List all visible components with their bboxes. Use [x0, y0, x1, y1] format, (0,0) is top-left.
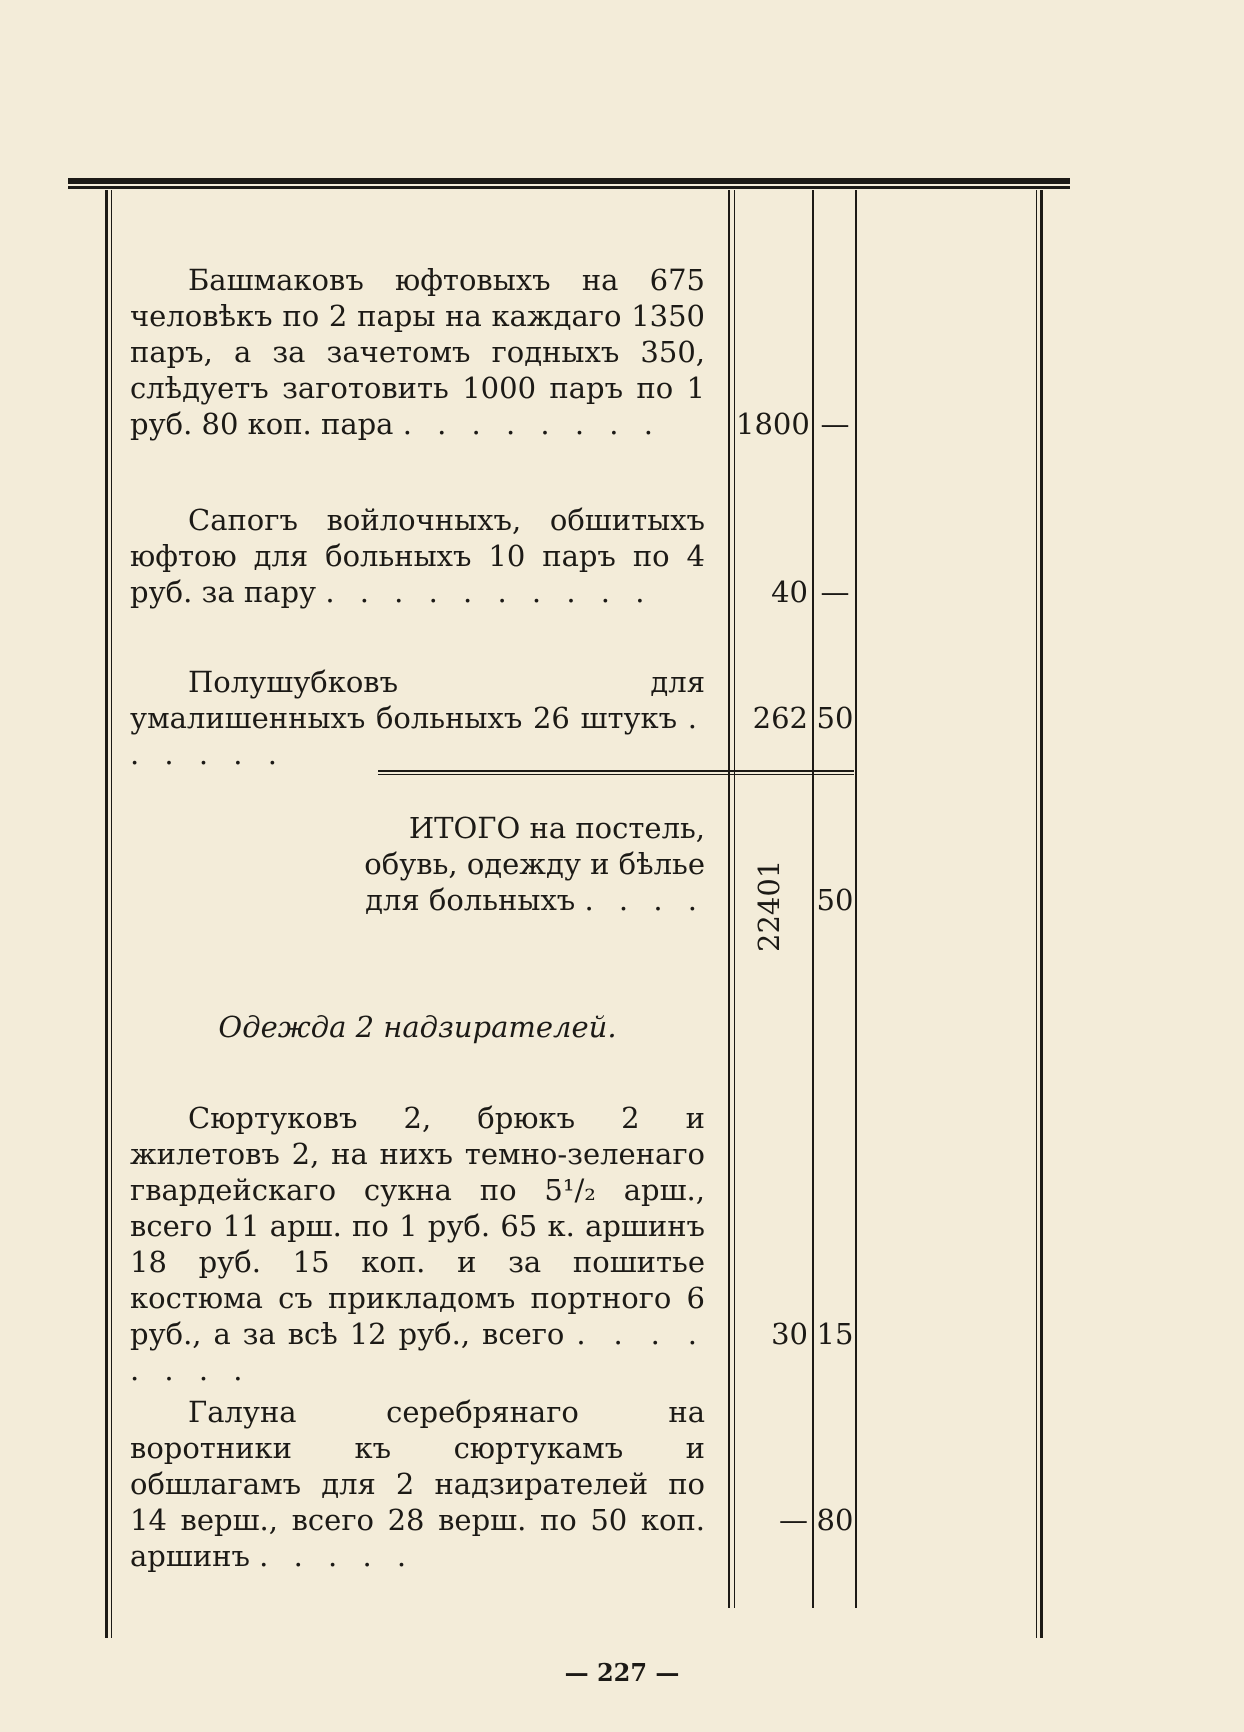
amount-rub: 30: [771, 1317, 808, 1351]
leader-dots: . . . . . . . . . .: [325, 575, 653, 609]
total-amount-rub: 22401: [752, 859, 786, 952]
amount-kop: 15: [816, 1317, 854, 1351]
section-title: Одежда 2 надзирателей.: [218, 1010, 617, 1044]
total-line-3: [130, 882, 705, 918]
entry-galloon: [130, 1394, 705, 1574]
entry-text: Сюртуковъ 2, брюкъ 2 и жилетовъ 2, на нихъ темно-зеленаго гвардейскаго сукна по 5¹/₂ арш., всего 11 арш. по 1 руб. 65 к. аршинъ 18 руб. 15 коп. и за пошитье костюма съ прикладомъ портного 6 руб., а за всѣ 12 руб., всего: [130, 1101, 705, 1351]
left-border-thin: [111, 190, 112, 1638]
total-label: для больныхъ: [365, 883, 576, 917]
entry-text: Полушубковъ для умалишенныхъ больныхъ 26 штукъ: [130, 665, 705, 735]
amount-rub: 262: [752, 701, 808, 735]
right-border: [1040, 190, 1043, 1638]
entry-text: Галуна серебрянаго на воротники къ сюртукамъ и обшлагамъ для 2 надзирателей по 14 верш., всего 28 верш. по 50 коп. аршинъ: [130, 1395, 705, 1573]
subtotal-rule-thin: [378, 774, 854, 775]
entry-felt-boots: [130, 502, 705, 610]
amount-kop: —: [820, 407, 850, 441]
top-rule: [68, 178, 1070, 184]
column-divider-text-thin: [734, 190, 735, 1608]
amount-rub: 1800: [736, 407, 810, 441]
column-divider-text: [728, 190, 730, 1608]
leader-dots: . . . . . . . .: [130, 1317, 706, 1387]
total-amount-kop: 50: [816, 883, 854, 917]
leader-dots: . . . . . .: [130, 701, 705, 771]
total-block: [130, 810, 705, 918]
amount-kop: 50: [816, 701, 854, 735]
entry-boots: [130, 262, 705, 442]
amount-kop: 80: [816, 1503, 854, 1537]
leader-dots: . . . . .: [259, 1539, 415, 1573]
entry-sheepskins: [130, 664, 705, 772]
subtotal-rule: [378, 770, 854, 772]
amount-kop: —: [820, 575, 850, 609]
right-border-thin: [1036, 190, 1037, 1638]
leader-dots: . . . .: [584, 883, 705, 917]
total-line-2: обувь, одежду и бѣлье: [364, 847, 705, 881]
leader-dots: . . . . . . . .: [402, 407, 661, 441]
amount-rub: 40: [771, 575, 808, 609]
page-number: — 227 —: [564, 1658, 680, 1687]
entry-text: Сапогъ войлочныхъ, обшитыхъ юфтою для больныхъ 10 паръ по 4 руб. за пару: [130, 503, 705, 609]
column-divider-kop: [855, 190, 857, 1608]
top-rule-thin: [68, 186, 1070, 189]
entry-coats: [130, 1100, 705, 1388]
column-divider-rub: [812, 190, 814, 1608]
total-line-1: ИТОГО на постель,: [408, 811, 705, 845]
amount-rub: —: [779, 1503, 808, 1537]
entry-text: Башмаковъ юфтовыхъ на 675 человѣкъ по 2 пары на каждаго 1350 паръ, а за зачетомъ годныхъ 350, слѣдуетъ заготовить 1000 паръ по 1 руб. 80 коп. пара: [130, 263, 705, 441]
left-border: [105, 190, 108, 1638]
